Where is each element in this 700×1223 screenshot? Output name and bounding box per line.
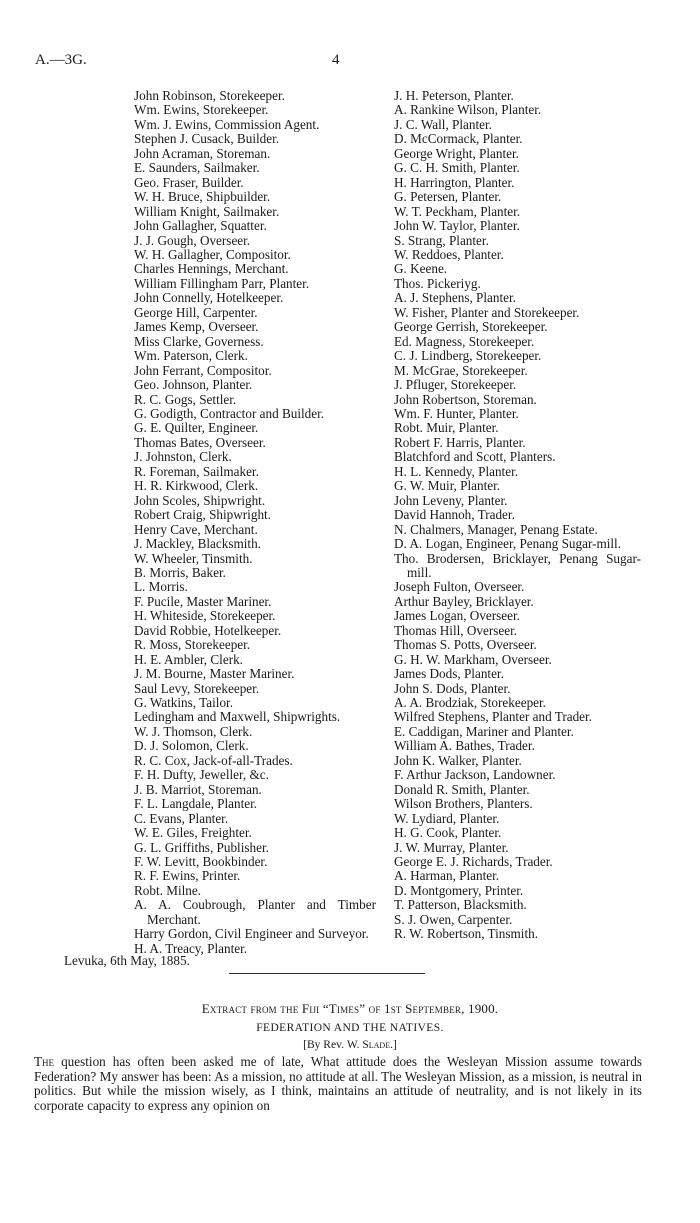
list-entry: John Scoles, Shipwright. bbox=[134, 492, 266, 508]
list-entry: S. Strang, Planter. bbox=[394, 232, 489, 248]
byline-prefix: [By Rev. bbox=[303, 1039, 347, 1051]
list-entry: Wilfred Stephens, Planter and Trader. bbox=[394, 709, 592, 725]
list-entry: John Robertson, Storeman. bbox=[394, 391, 537, 407]
dateline: Levuka, 6th May, 1885. bbox=[64, 953, 190, 968]
list-entry: J. Johnston, Clerk. bbox=[134, 449, 232, 465]
list-entry: R. Foreman, Sailmaker. bbox=[134, 463, 259, 479]
list-entry: James Dods, Planter. bbox=[394, 666, 504, 682]
list-entry: D. A. Logan, Engineer, Penang Sugar-mill. bbox=[394, 536, 622, 552]
page-number: 4 bbox=[332, 52, 340, 68]
list-entry: John Leveny, Planter. bbox=[394, 492, 508, 508]
list-entry: James Kemp, Overseer. bbox=[134, 319, 259, 335]
list-entry: Blatchford and Scott, Planters. bbox=[394, 449, 556, 465]
list-entry: H. A. Treacy, Planter. bbox=[134, 940, 248, 956]
list-entry: D. McCormack, Planter. bbox=[394, 131, 523, 147]
list-entry: H. G. Cook, Planter. bbox=[394, 825, 502, 841]
list-entry: Wm. Ewins, Storekeeper. bbox=[134, 102, 269, 118]
signatory-list-left bbox=[134, 89, 376, 956]
list-entry: T. Patterson, Blacksmith. bbox=[394, 897, 527, 913]
list-entry: Robert Craig, Shipwright. bbox=[134, 507, 271, 523]
list-entry: F. L. Langdale, Planter. bbox=[134, 796, 258, 812]
extract-byline bbox=[0, 1039, 700, 1051]
list-entry: Thomas Hill, Overseer. bbox=[394, 622, 518, 638]
list-entry: Arthur Bayley, Bricklayer. bbox=[394, 593, 534, 609]
signatory-list-right bbox=[394, 89, 641, 942]
list-entry: John Connelly, Hotelkeeper. bbox=[134, 290, 284, 306]
list-entry: Donald R. Smith, Planter. bbox=[394, 781, 530, 797]
list-entry: Wm. F. Hunter, Planter. bbox=[394, 405, 519, 421]
list-entry: William Knight, Sailmaker. bbox=[134, 203, 280, 219]
list-entry: R. F. Ewins, Printer. bbox=[134, 868, 241, 884]
list-entry: Charles Hennings, Merchant. bbox=[134, 261, 289, 277]
list-entry: G. C. H. Smith, Planter. bbox=[394, 160, 520, 176]
list-entry: W. Fisher, Planter and Storekeeper. bbox=[394, 304, 580, 320]
list-entry: A. A. Coubrough, Planter and Timber Merchant. bbox=[134, 897, 376, 927]
list-entry: G. Keene. bbox=[394, 261, 448, 277]
list-entry: C. Evans, Planter. bbox=[134, 810, 229, 826]
list-entry: W. T. Peckham, Planter. bbox=[394, 203, 521, 219]
list-entry: Ed. Magness, Storekeeper. bbox=[394, 333, 535, 349]
list-entry: Robt. Muir, Planter. bbox=[394, 420, 499, 436]
list-entry: Geo. Fraser, Builder. bbox=[134, 174, 244, 190]
list-entry: G. Watkins, Tailor. bbox=[134, 695, 233, 711]
list-entry: M. McGrae, Storekeeper. bbox=[394, 362, 528, 378]
list-entry: J. C. Wall, Planter. bbox=[394, 116, 492, 132]
list-entry: H. Whiteside, Storekeeper. bbox=[134, 608, 276, 624]
list-entry: H. Harrington, Planter. bbox=[394, 174, 515, 190]
list-entry: A. Rankine Wilson, Planter. bbox=[394, 102, 542, 118]
list-entry: E. Saunders, Sailmaker. bbox=[134, 160, 260, 176]
list-entry: D. J. Solomon, Clerk. bbox=[134, 738, 249, 754]
list-entry: W. H. Bruce, Shipbuilder. bbox=[134, 189, 271, 205]
list-entry: J. W. Murray, Planter. bbox=[394, 839, 509, 855]
list-entry: George Wright, Planter. bbox=[394, 145, 519, 161]
list-entry: George Hill, Carpenter. bbox=[134, 304, 258, 320]
extract-heading: FEDERATION AND THE NATIVES. bbox=[256, 1022, 444, 1034]
extract-body bbox=[34, 1055, 642, 1113]
list-entry: R. C. Gogs, Settler. bbox=[134, 391, 237, 407]
list-entry: J. B. Marriot, Storeman. bbox=[134, 781, 262, 797]
list-entry: John S. Dods, Planter. bbox=[394, 680, 511, 696]
list-entry: George E. J. Richards, Trader. bbox=[394, 854, 553, 870]
list-entry: J. H. Peterson, Planter. bbox=[394, 88, 514, 103]
list-entry: H. R. Kirkwood, Clerk. bbox=[134, 478, 259, 494]
list-entry: R. C. Cox, Jack-of-all-Trades. bbox=[134, 752, 293, 768]
list-entry: John K. Walker, Planter. bbox=[394, 752, 522, 768]
list-entry: W. J. Thomson, Clerk. bbox=[134, 723, 253, 739]
list-entry: G. Godigth, Contractor and Builder. bbox=[134, 405, 325, 421]
list-entry: W. E. Giles, Freighter. bbox=[134, 825, 252, 841]
list-entry: R. W. Robertson, Tinsmith. bbox=[394, 926, 539, 942]
list-entry: J. M. Bourne, Master Mariner. bbox=[134, 666, 295, 682]
byline-author: W. Slade bbox=[346, 1039, 391, 1051]
list-entry: E. Caddigan, Mariner and Planter. bbox=[394, 723, 574, 739]
list-entry: A. J. Stephens, Planter. bbox=[394, 290, 516, 306]
list-entry: F. Pucile, Master Mariner. bbox=[134, 593, 272, 609]
list-entry: L. Morris. bbox=[134, 579, 188, 595]
list-entry: Tho. Brodersen, Bricklayer, Penang Sugar-mill. bbox=[394, 550, 641, 580]
list-entry: G. E. Quilter, Engineer. bbox=[134, 420, 259, 436]
lead-word: The bbox=[34, 1054, 55, 1069]
list-entry: David Robbie, Hotelkeeper. bbox=[134, 622, 282, 638]
list-entry: Robt. Milne. bbox=[134, 882, 202, 898]
list-entry: D. Montgomery, Printer. bbox=[394, 882, 524, 898]
list-entry: F. Arthur Jackson, Landowner. bbox=[394, 767, 556, 783]
list-entry: Wm. J. Ewins, Commission Agent. bbox=[134, 116, 320, 132]
list-entry: G. L. Griffiths, Publisher. bbox=[134, 839, 269, 855]
list-entry: Thomas S. Potts, Overseer. bbox=[394, 637, 537, 653]
list-entry: B. Morris, Baker. bbox=[134, 564, 226, 580]
list-entry: Robert F. Harris, Planter. bbox=[394, 434, 526, 450]
list-entry: W. H. Gallagher, Compositor. bbox=[134, 246, 291, 262]
list-entry: J. Mackley, Blacksmith. bbox=[134, 536, 261, 552]
list-entry: Miss Clarke, Governess. bbox=[134, 333, 264, 349]
list-entry: Wilson Brothers, Planters. bbox=[394, 796, 533, 812]
list-entry: Wm. Paterson, Clerk. bbox=[134, 348, 248, 364]
list-entry: George Gerrish, Storekeeper. bbox=[394, 319, 548, 335]
list-entry: Geo. Johnson, Planter. bbox=[134, 377, 253, 393]
list-entry: Henry Cave, Merchant. bbox=[134, 521, 258, 537]
page-reference: A.—3G. bbox=[35, 52, 87, 68]
list-entry: John Robinson, Storekeeper. bbox=[134, 88, 285, 103]
list-entry: John W. Taylor, Planter. bbox=[394, 218, 520, 234]
list-entry: G. Petersen, Planter. bbox=[394, 189, 502, 205]
list-entry: A. Harman, Planter. bbox=[394, 868, 500, 884]
list-entry: J. J. Gough, Overseer. bbox=[134, 232, 251, 248]
list-entry: John Acraman, Storeman. bbox=[134, 145, 271, 161]
list-entry: N. Chalmers, Manager, Penang Estate. bbox=[394, 521, 598, 537]
list-entry: Saul Levy, Storekeeper. bbox=[134, 680, 260, 696]
list-entry: R. Moss, Storekeeper. bbox=[134, 637, 251, 653]
list-entry: John Gallagher, Squatter. bbox=[134, 218, 267, 234]
list-entry: Stephen J. Cusack, Builder. bbox=[134, 131, 280, 147]
extract-title: Extract from the Fiji “Times” of 1st September, 1900. bbox=[201, 1001, 499, 1016]
list-entry: J. Pfluger, Storekeeper. bbox=[394, 377, 517, 393]
list-entry: G. W. Muir, Planter. bbox=[394, 478, 501, 494]
list-entry: S. J. Owen, Carpenter. bbox=[394, 911, 513, 927]
list-entry: H. L. Kennedy, Planter. bbox=[394, 463, 519, 479]
list-entry: F. W. Levitt, Bookbinder. bbox=[134, 854, 268, 870]
list-entry: William Fillingham Parr, Planter. bbox=[134, 275, 310, 291]
list-entry: Ledingham and Maxwell, Shipwrights. bbox=[134, 709, 341, 725]
list-entry: David Hannoh, Trader. bbox=[394, 507, 515, 523]
list-entry: William A. Bathes, Trader. bbox=[394, 738, 535, 754]
list-entry: W. Wheeler, Tinsmith. bbox=[134, 550, 253, 566]
list-entry: Thomas Bates, Overseer. bbox=[134, 434, 266, 450]
section-divider bbox=[229, 973, 425, 974]
list-entry: H. E. Ambler, Clerk. bbox=[134, 651, 243, 667]
list-entry: Harry Gordon, Civil Engineer and Surveyor. bbox=[134, 926, 369, 942]
list-entry: F. H. Dufty, Jeweller, &c. bbox=[134, 767, 269, 783]
list-entry: C. J. Lindberg, Storekeeper. bbox=[394, 348, 542, 364]
list-entry: W. Lydiard, Planter. bbox=[394, 810, 500, 826]
list-entry: G. H. W. Markham, Overseer. bbox=[394, 651, 552, 667]
list-entry: Thos. Pickeriyg. bbox=[394, 275, 481, 291]
byline-suffix: .] bbox=[390, 1039, 397, 1051]
list-entry: James Logan, Overseer. bbox=[394, 608, 520, 624]
list-entry: Joseph Fulton, Overseer. bbox=[394, 579, 525, 595]
list-entry: W. Reddoes, Planter. bbox=[394, 246, 504, 262]
list-entry: John Ferrant, Compositor. bbox=[134, 362, 272, 378]
list-entry: A. A. Brodziak, Storekeeper. bbox=[394, 695, 546, 711]
body-text: question has often been asked me of late, What attitude does the Wesleyan Mission assume towards Federation? My answer has been: As a mission, no attitude at all. The Wesleyan Mission, as a mission, is neutral in politics. But while the mission wisely, as I think, maintains an attitude of neutrality, and is not likely in its corporate capacity to express any opinion on bbox=[34, 1054, 642, 1113]
